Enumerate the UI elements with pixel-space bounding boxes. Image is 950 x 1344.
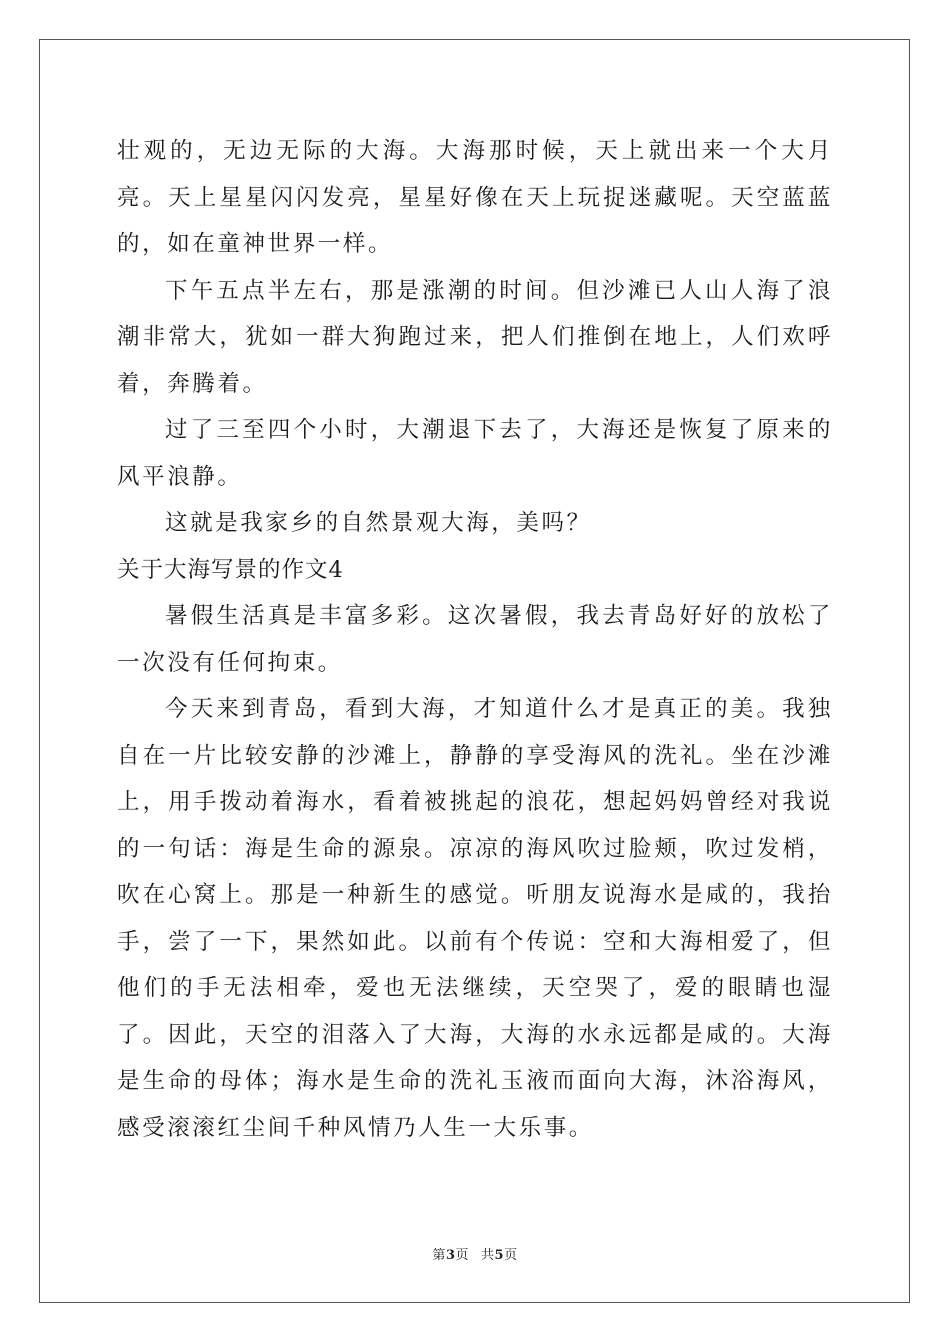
section-paragraph-2: 今天来到青岛，看到大海，才知道什么才是真正的美。我独自在一片比较安静的沙滩上，静静的享受海风的洗礼。坐在沙滩上，用手拨动着海水，看着被挑起的浪花，想起妈妈曾经对我说的一句话：海是生命的源泉。凉凉的海风吹过脸颊，吹过发梢，吹在心窝上。那是一种新生的感觉。听朋友说海水是咸的，我抬手，尝了一下，果然如此。以前有个传说：空和大海相爱了，但他们的手无法相牵，爱也无法继续，天空哭了，爱的眼睛也湿了。因此，天空的泪落入了大海，大海的水永远都是咸的。大海是生命的母体；海水是生命的洗礼玉液而面向大海，沐浴海风，感受滚滚红尘间千种风情乃人生一大乐事。 [117, 696, 833, 1141]
section-paragraph-1: 暑假生活真是丰富多彩。这次暑假，我去青岛好好的放松了一次没有任何拘束。 [117, 603, 833, 676]
page-prefix: 第 [432, 1248, 446, 1263]
total-suffix: 页 [504, 1248, 518, 1263]
page-footer [0, 1247, 950, 1265]
document-body [117, 128, 833, 1151]
paragraph-3: 过了三至四个小时，大潮退下去了，大海还是恢复了原来的风平浪静。 [117, 417, 833, 490]
section-heading: 关于大海写景的作文4 [117, 556, 344, 583]
page-suffix: 页 [455, 1248, 469, 1263]
total-pages: 5 [494, 1248, 505, 1263]
paragraph-1: 壮观的，无边无际的大海。大海那时候，天上就出来一个大月亮。天上星星闪闪发亮，星星好像在天上玩捉迷藏呢。天空蓝蓝的，如在童神世界一样。 [117, 138, 833, 257]
paragraph-4: 这就是我家乡的自然景观大海，美吗？ [165, 510, 592, 536]
page-number: 3 [445, 1248, 456, 1263]
total-prefix: 共 [481, 1248, 495, 1263]
paragraph-2: 下午五点半左右，那是涨潮的时间。但沙滩已人山人海了浪潮非常大，犹如一群大狗跑过来，把人们推倒在地上，人们欢呼着，奔腾着。 [117, 277, 833, 397]
